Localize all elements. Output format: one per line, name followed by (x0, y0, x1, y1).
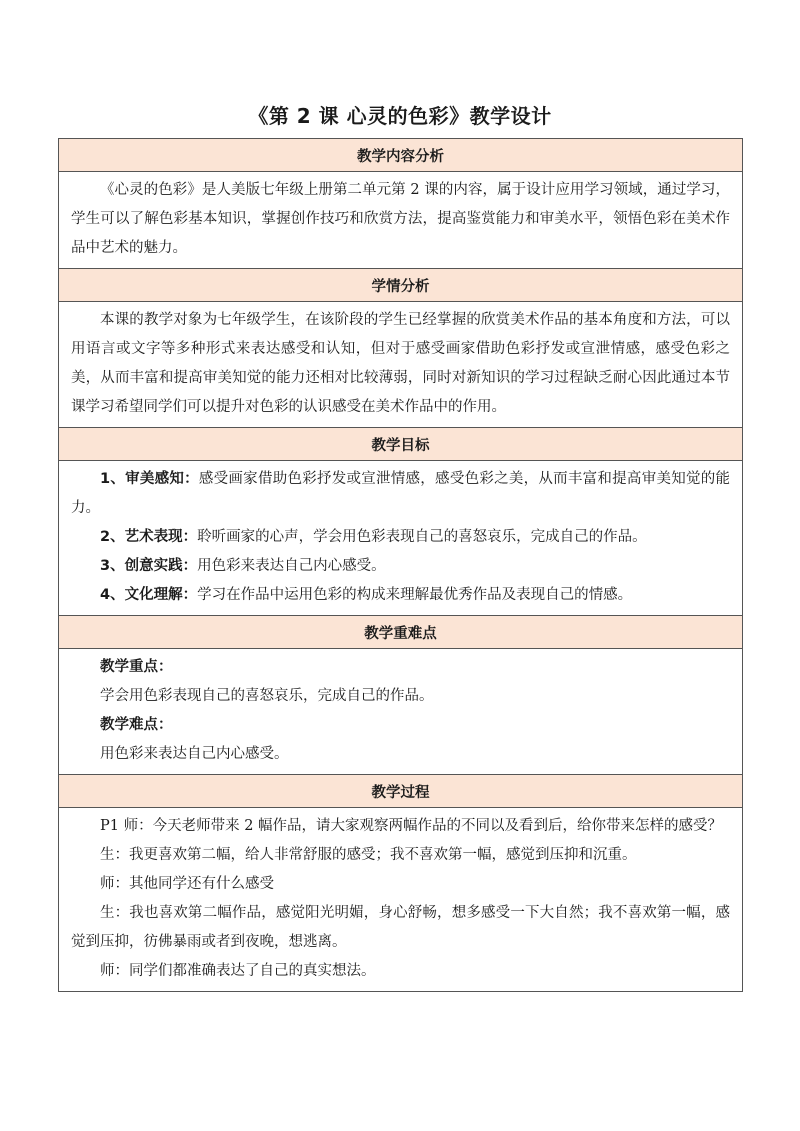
content-analysis-heading: 教学内容分析 (59, 139, 743, 172)
difficult-point-label: 教学难点： (100, 717, 173, 733)
objective-item (71, 465, 730, 523)
section-header-row (59, 139, 743, 172)
objective-text: 学习在作品中运用色彩的构成来理解最优秀作品及表现自己的情感。 (197, 587, 633, 603)
key-point-label: 教学重点： (100, 659, 173, 675)
key-point-text: 学会用色彩表现自己的喜怒哀乐，完成自己的作品。 (100, 688, 434, 704)
process-line: P1 师：今天老师带来 2 幅作品，请大家观察两幅作品的不同以及看到后，给你带来怎样的感受？ (100, 818, 723, 834)
section-body-row (59, 461, 743, 616)
lesson-plan-table (58, 138, 743, 992)
objective-label: 2、艺术表现： (100, 529, 198, 545)
process-line: 师：同学们都准确表达了自己的真实想法。 (100, 963, 376, 979)
objective-label: 4、文化理解： (100, 587, 198, 603)
objective-label: 1、审美感知： (100, 471, 199, 487)
process-heading: 教学过程 (59, 775, 743, 808)
objective-item (71, 523, 730, 552)
objective-item (71, 552, 730, 581)
objective-text: 感受画家借助色彩抒发或宣泄情感，感受色彩之美，从而丰富和提高审美知觉的能力。 (71, 471, 730, 516)
objective-label: 3、创意实践： (100, 558, 198, 574)
section-body-row (59, 808, 743, 992)
key-points-heading: 教学重难点 (59, 616, 743, 649)
content-analysis-text: 《心灵的色彩》是人美版七年级上册第二单元第 2 课的内容，属于设计应用学习领域，通过学习，学生可以了解色彩基本知识，掌握创作技巧和欣赏方法，提高鉴赏能力和审美水平，领悟色彩在美术作品中艺术的魅力。 (71, 182, 730, 256)
section-header-row (59, 269, 743, 302)
section-body-row (59, 649, 743, 775)
process-body (59, 808, 743, 992)
key-points-body (59, 649, 743, 775)
section-header-row (59, 428, 743, 461)
document-title: 《第 2 课 心灵的色彩》教学设计 (248, 104, 552, 128)
process-line: 生：我更喜欢第二幅，给人非常舒服的感受；我不喜欢第一幅，感觉到压抑和沉重。 (100, 847, 637, 863)
objective-item (71, 581, 730, 610)
objectives-body (59, 461, 743, 616)
objectives-heading: 教学目标 (59, 428, 743, 461)
section-body-row (59, 172, 743, 269)
process-line: 生：我也喜欢第二幅作品，感觉阳光明媚，身心舒畅，想多感受一下大自然；我不喜欢第一幅，感觉到压抑，彷佛暴雨或者到夜晚，想逃离。 (71, 905, 730, 950)
learner-analysis-body (59, 302, 743, 428)
content-analysis-body (59, 172, 743, 269)
section-header-row (59, 616, 743, 649)
objective-text: 聆听画家的心声，学会用色彩表现自己的喜怒哀乐，完成自己的作品。 (197, 529, 647, 545)
objective-text: 用色彩来表达自己内心感受。 (197, 558, 386, 574)
learner-analysis-text: 本课的教学对象为七年级学生，在该阶段的学生已经掌握的欣赏美术作品的基本角度和方法，可以用语言或文字等多种形式来表达感受和认知，但对于感受画家借助色彩抒发或宣泄情感，感受色彩之美，从而丰富和提高审美知觉的能力还相对比较薄弱，同时对新知识的学习过程缺乏耐心因此通过本节课学习希望同学们可以提升对色彩的认识感受在美术作品中的作用。 (71, 312, 730, 415)
section-header-row (59, 775, 743, 808)
learner-analysis-heading: 学情分析 (59, 269, 743, 302)
difficult-point-text: 用色彩来表达自己内心感受。 (100, 746, 289, 762)
section-body-row (59, 302, 743, 428)
process-line: 师：其他同学还有什么感受 (100, 876, 274, 892)
